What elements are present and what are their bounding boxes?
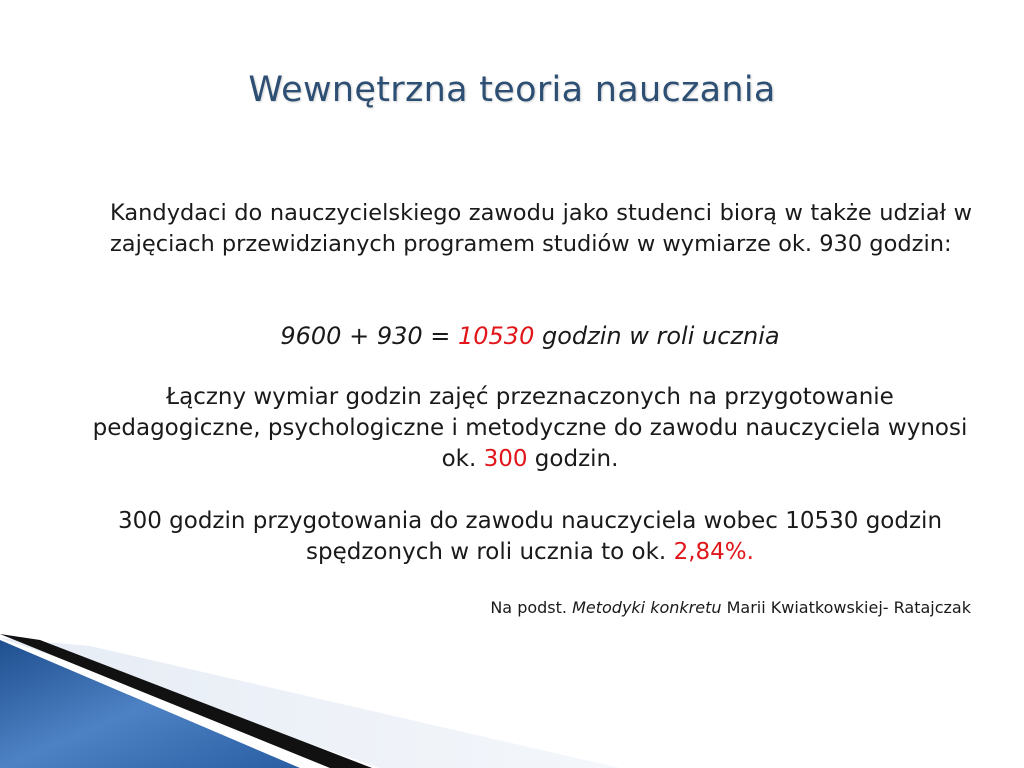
- blue-band: [0, 640, 300, 768]
- percentage-value: 2,84%.: [673, 539, 754, 565]
- source-book-title: Metodyki konkretu: [572, 598, 722, 617]
- formula-total: 10530: [458, 322, 535, 350]
- dark-band: [0, 634, 372, 768]
- source-prefix: Na podst.: [490, 598, 573, 617]
- hours-formula: [0, 322, 1024, 350]
- paragraph3-text: 300 godzin przygotowania do zawodu nauczyciela wobec 10530 godzin spędzonych w roli ucznia to ok.: [117, 508, 943, 565]
- pedagogical-hours-value: 300: [483, 446, 528, 472]
- paragraph2-text: Łączny wymiar godzin zajęć przeznaczonych na przygotowanie pedagogiczne, psychologiczne i metodyczne do zawodu nauczyciela wynosi ok.: [92, 384, 968, 472]
- formula-left: 9600 + 930 =: [280, 322, 458, 350]
- slide-title: Wewnętrzna teoria nauczania: [248, 70, 776, 110]
- source-citation: [490, 598, 971, 617]
- paragraph2-end: godzin.: [527, 446, 619, 472]
- pedagogical-hours-paragraph: [80, 382, 980, 475]
- intro-paragraph: Kandydaci do nauczycielskiego zawodu jako studenci biorą w także udział w zajęciach przewidzianych programem studiów w wymiarze ok. 930 godzin:: [110, 200, 972, 257]
- decorative-bottom-band: [0, 628, 1024, 768]
- light-band: [0, 638, 620, 768]
- source-author: Marii Kwiatkowskiej- Ratajczak: [721, 598, 971, 617]
- percentage-paragraph: [110, 506, 950, 568]
- formula-right: godzin w roli ucznia: [534, 322, 780, 350]
